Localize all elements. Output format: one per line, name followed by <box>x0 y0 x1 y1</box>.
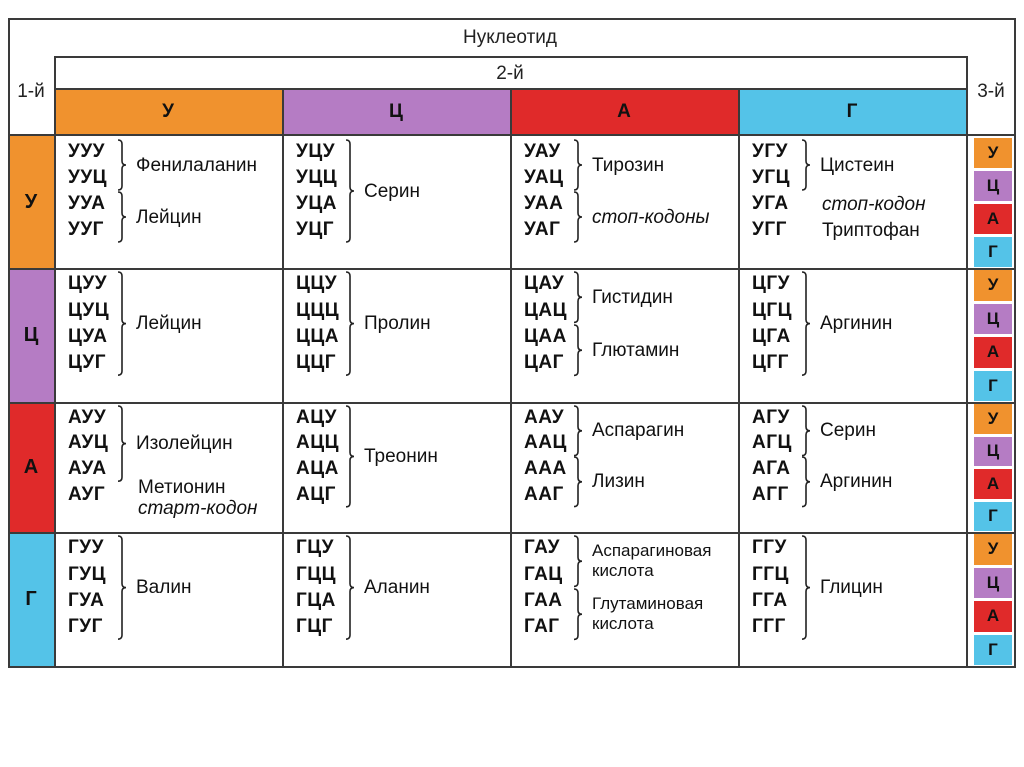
codon: ЦГА <box>752 326 791 348</box>
codon: ЦЦЦ <box>296 299 340 321</box>
grid-line <box>8 666 1016 668</box>
codon: ЦАА <box>524 326 567 348</box>
grid-line <box>8 18 10 666</box>
third-nucleotide-label: Ц <box>974 437 1012 467</box>
brace <box>116 192 128 242</box>
column-header: У <box>54 90 282 134</box>
amino-acid-label: Глицин <box>820 577 883 599</box>
codon: ГАЦ <box>524 563 563 585</box>
codon: АГЦ <box>752 432 792 454</box>
brace <box>800 140 812 190</box>
amino-acid-label: Лейцин <box>136 206 202 228</box>
codon: УУЦ <box>68 167 108 188</box>
codon: ААГ <box>524 483 564 505</box>
codon: АЦГ <box>296 483 336 505</box>
grid-line <box>8 268 1016 270</box>
codon: ЦАУ <box>524 273 565 295</box>
amino-acid-label: Треонин <box>364 445 438 467</box>
codon: АГГ <box>752 483 789 505</box>
third-nucleotide-label: Г <box>974 371 1012 402</box>
codon: УУА <box>68 193 106 214</box>
codon: УГУ <box>752 141 788 162</box>
third-nucleotide-label: У <box>974 138 1012 168</box>
codon-cell <box>738 532 966 666</box>
third-nucleotide-label: Г <box>974 502 1012 532</box>
third-nucleotide-label: Ц <box>974 171 1012 201</box>
codon: АУГ <box>68 483 106 505</box>
third-nucleotide-label: 3-й <box>977 81 1005 102</box>
amino-acid-label: Лейцин <box>136 313 202 335</box>
codon: ГГЦ <box>752 563 789 585</box>
grid-line <box>738 88 740 666</box>
codon: ГГУ <box>752 537 787 559</box>
third-nucleotide-label: У <box>974 404 1012 434</box>
brace <box>572 140 584 190</box>
codon-cell <box>510 268 738 402</box>
column-header: А <box>510 90 738 134</box>
codon-cell <box>282 402 510 532</box>
codon-table <box>8 18 1016 666</box>
column-header: Г <box>738 90 966 134</box>
grid-line <box>54 56 56 666</box>
third-nucleotide-label: Ц <box>974 304 1012 335</box>
brace <box>116 140 128 190</box>
codon: АУЦ <box>68 432 109 454</box>
grid-line <box>8 532 1016 534</box>
brace <box>572 589 584 639</box>
amino-acid-label: Изолейцин <box>136 432 233 454</box>
codon-cell <box>54 532 282 666</box>
codon: ГАУ <box>524 537 560 559</box>
codon: ГЦГ <box>296 616 333 638</box>
codon: УЦЦ <box>296 167 338 188</box>
codon: ГЦЦ <box>296 563 337 585</box>
codon: УАГ <box>524 219 561 240</box>
third-nucleotide-label: Ц <box>974 568 1012 599</box>
codon: АУУ <box>68 406 107 428</box>
codon-cell <box>510 402 738 532</box>
grid-line <box>54 56 966 58</box>
brace <box>344 536 356 639</box>
codon-cell <box>282 136 510 268</box>
codon: ЦАЦ <box>524 299 567 321</box>
codon-cell <box>54 402 282 532</box>
codon-cell <box>282 532 510 666</box>
codon: ЦУУ <box>68 273 108 295</box>
codon-cell <box>738 136 966 268</box>
grid-line <box>1014 18 1016 666</box>
codon: АЦА <box>296 457 339 479</box>
third-nucleotide-label: Г <box>974 635 1012 666</box>
codon: УЦА <box>296 193 337 214</box>
codon: ААУ <box>524 406 565 428</box>
codon: УГГ <box>752 219 787 240</box>
amino-acid-label: Фенилаланин <box>136 154 258 176</box>
codon: УАА <box>524 193 564 214</box>
row-header: А <box>8 402 54 532</box>
amino-acid-label: Метионин <box>138 476 226 498</box>
brace <box>116 272 128 375</box>
codon: УГА <box>752 193 789 214</box>
codon: УЦУ <box>296 141 336 162</box>
brace <box>800 406 812 456</box>
amino-acid-label: Тирозин <box>592 154 665 176</box>
amino-acid-label: Аланин <box>364 577 430 599</box>
codon: ГУУ <box>68 537 104 559</box>
amino-acid-label: кислота <box>592 614 654 634</box>
codon: АУА <box>68 457 107 479</box>
codon: УАЦ <box>524 167 564 188</box>
third-nucleotide-label: У <box>974 270 1012 301</box>
third-nucleotide-label: Г <box>974 237 1012 267</box>
codon: ГГА <box>752 590 788 612</box>
codon: ГЦУ <box>296 537 334 559</box>
codon: ГЦА <box>296 590 336 612</box>
third-nucleotide-label: А <box>974 337 1012 368</box>
codon: ГУА <box>68 590 105 612</box>
codon: ЦУГ <box>68 352 106 374</box>
row-header: Г <box>8 532 54 666</box>
codon: ГГГ <box>752 616 786 638</box>
brace <box>572 406 584 456</box>
amino-acid-label: Лизин <box>592 471 645 493</box>
first-nucleotide-label: 1-й <box>17 81 45 102</box>
codon: ГУГ <box>68 616 103 638</box>
grid-line <box>282 88 284 666</box>
codon: УУГ <box>68 219 104 240</box>
codon: УЦГ <box>296 219 334 240</box>
codon: АЦУ <box>296 406 337 428</box>
codon-cell <box>54 268 282 402</box>
grid-line <box>8 18 1016 20</box>
codon: АГУ <box>752 406 790 428</box>
codon: ЦЦУ <box>296 273 338 295</box>
codon-cell <box>738 402 966 532</box>
codon: ГУЦ <box>68 563 106 585</box>
amino-acid-label: Глутаминовая <box>592 594 704 614</box>
codon: ГАГ <box>524 616 560 638</box>
codon: ЦГУ <box>752 273 790 295</box>
second-nucleotide-label: 2-й <box>496 63 524 84</box>
codon-cell <box>54 136 282 268</box>
brace <box>572 457 584 507</box>
brace <box>572 192 584 242</box>
amino-acid-label: Глютамин <box>592 339 680 361</box>
codon: ЦЦГ <box>296 352 337 374</box>
brace <box>344 406 356 507</box>
codon: ЦУА <box>68 326 108 348</box>
brace <box>800 536 812 639</box>
codon: ГАА <box>524 590 563 612</box>
codon-cell <box>282 268 510 402</box>
grid-line <box>8 134 1016 136</box>
amino-acid-label: стоп-кодон <box>822 193 926 215</box>
amino-acid-label: Аргинин <box>820 471 893 493</box>
amino-acid-label: Аргинин <box>820 313 893 335</box>
third-nucleotide-label: У <box>974 534 1012 565</box>
amino-acid-label: Цистеин <box>820 154 895 176</box>
amino-acid-label: Пролин <box>364 313 431 335</box>
codon: ААА <box>524 457 567 479</box>
amino-acid-label: Триптофан <box>822 219 920 241</box>
brace <box>572 325 584 375</box>
amino-acid-label: Валин <box>136 577 192 599</box>
table-title: Нуклеотид <box>463 27 557 48</box>
amino-acid-label: Гистидин <box>592 286 673 308</box>
amino-acid-label: старт-кодон <box>138 497 258 519</box>
grid-line <box>8 402 1016 404</box>
brace <box>800 272 812 375</box>
third-nucleotide-label: А <box>974 204 1012 234</box>
codon: ЦГЦ <box>752 299 793 321</box>
codon: УГЦ <box>752 167 790 188</box>
codon-cell <box>510 136 738 268</box>
row-header: У <box>8 136 54 268</box>
amino-acid-label: Серин <box>820 420 876 442</box>
codon: АЦЦ <box>296 432 339 454</box>
codon-cell <box>510 532 738 666</box>
brace <box>800 457 812 507</box>
codon: ЦУЦ <box>68 299 110 321</box>
codon: АГА <box>752 457 791 479</box>
column-header: Ц <box>282 90 510 134</box>
amino-acid-label: Аспарагиновая <box>592 541 712 561</box>
codon: ЦГГ <box>752 352 789 374</box>
third-nucleotide-label: А <box>974 469 1012 499</box>
brace <box>572 272 584 322</box>
codon: ААЦ <box>524 432 567 454</box>
brace <box>116 406 128 481</box>
codon: УУУ <box>68 141 105 162</box>
row-header: Ц <box>8 268 54 402</box>
codon: ЦАГ <box>524 352 564 374</box>
codon: УАУ <box>524 141 561 162</box>
grid-line <box>966 56 968 666</box>
codon: ЦЦА <box>296 326 339 348</box>
amino-acid-label: Аспарагин <box>592 420 685 442</box>
amino-acid-label: стоп-кодоны <box>592 206 710 228</box>
brace <box>344 140 356 242</box>
brace <box>116 536 128 639</box>
third-nucleotide-label: А <box>974 601 1012 632</box>
amino-acid-label: Серин <box>364 180 420 202</box>
codon-cell <box>738 268 966 402</box>
brace <box>572 536 584 586</box>
amino-acid-label: кислота <box>592 561 654 581</box>
grid-line <box>510 88 512 666</box>
brace <box>344 272 356 375</box>
